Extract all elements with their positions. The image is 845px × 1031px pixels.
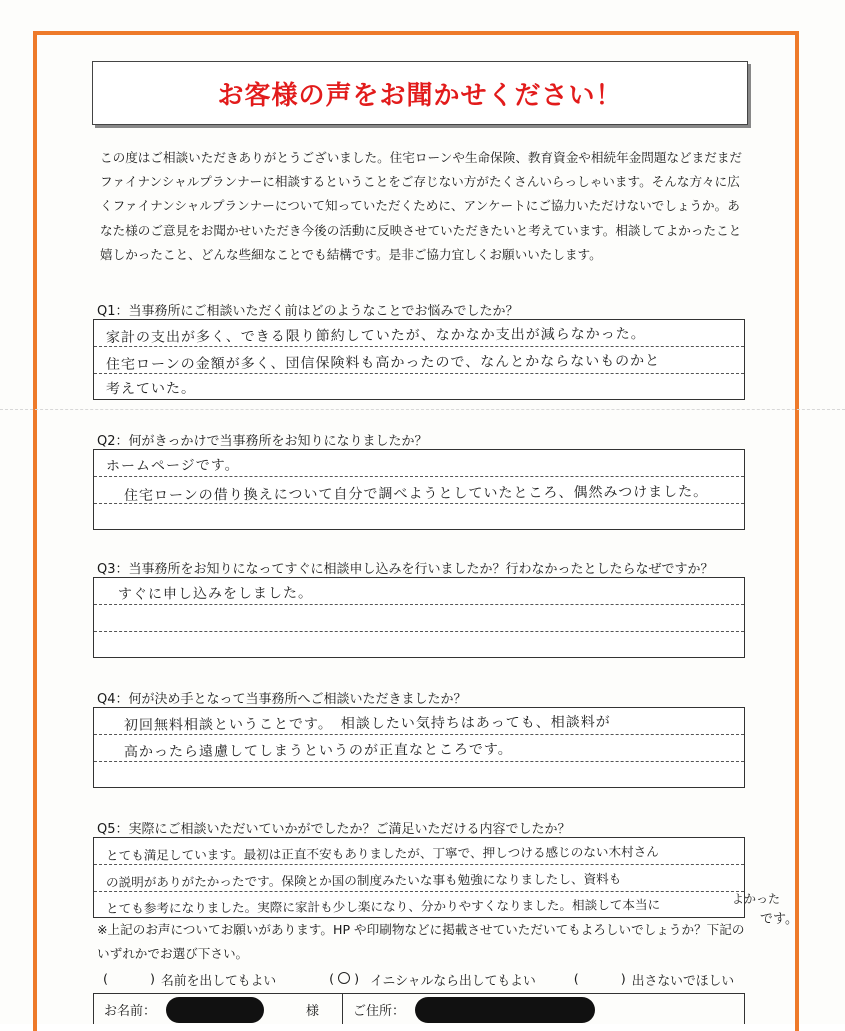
contact-form-row bbox=[93, 993, 745, 1024]
question-1-answer-line-3: 考えていた。 bbox=[105, 380, 197, 398]
publication-choices bbox=[103, 970, 743, 989]
question-5-answer-box[interactable] bbox=[93, 837, 745, 918]
question-2-answer-line-2: 住宅ローンの借り換えについて自分で調べようとしていたところ、偶然みつけました。 bbox=[123, 483, 709, 505]
question-2-answer-box[interactable] bbox=[93, 449, 745, 530]
question-3-answer-box[interactable] bbox=[93, 577, 745, 658]
choice-initials-ok[interactable]: ( ) イニシャルなら出してもよい bbox=[329, 972, 536, 989]
question-3-label: Q3：当事務所をお知りになってすぐに相談申し込みを行いましたか？行わなかったとしたらなぜですか？ bbox=[97, 562, 714, 577]
question-1-answer-box[interactable] bbox=[93, 319, 745, 400]
question-4-answer-box[interactable] bbox=[93, 707, 745, 788]
choice-no-publish[interactable]: ( ) 出さないでほしい bbox=[573, 972, 735, 989]
question-5-label: Q5：実際にご相談いただいていかがでしたか？ご満足いただける内容でしたか？ bbox=[97, 822, 571, 837]
redacted-address bbox=[415, 997, 595, 1023]
question-5-answer-line-3: とても参考になりました。実際に家計も少し楽になり、分かりやすくなりました。相談して本当に bbox=[105, 897, 661, 916]
page-title: お客様の声をお聞かせください！ bbox=[217, 80, 623, 111]
question-5-answer-line-2: の説明がありがたかったです。保険とか国の制度みたいな事も勉強になりましたし、資料も bbox=[105, 871, 622, 890]
fold-line bbox=[0, 409, 845, 410]
question-1-answer-line-2: 住宅ローンの金額が多く、団信保険料も高かったので、なんとかならないものかと bbox=[105, 353, 661, 373]
question-5-answer-line-1: とても満足しています。最初は正直不安もありましたが、丁寧で、押しつける感じのない木村さん bbox=[105, 844, 659, 863]
question-2-label: Q2：何がきっかけで当事務所をお知りになりましたか？ bbox=[97, 434, 428, 449]
choice-name-ok-label: 名前を出してもよい bbox=[161, 974, 277, 989]
question-1-label: Q1：当事務所にご相談いただく前はどのようなことでお悩みでしたか？ bbox=[97, 304, 519, 319]
selected-circle-icon bbox=[338, 972, 350, 984]
address-field[interactable] bbox=[343, 994, 744, 1024]
name-label: お名前： bbox=[104, 1003, 157, 1019]
question-4-label: Q4：何が決め手となって当事務所へご相談いただきましたか？ bbox=[97, 692, 467, 707]
choice-no-publish-label: 出さないでほしい bbox=[631, 974, 735, 989]
choice-name-ok[interactable]: ( ) 名前を出してもよい bbox=[103, 972, 277, 989]
choice-initials-ok-label: イニシャルなら出してもよい bbox=[370, 974, 536, 989]
question-3-answer-line-1: すぐに申し込みをしました。 bbox=[117, 585, 314, 603]
title-banner bbox=[92, 61, 748, 125]
address-label: ご住所： bbox=[353, 1003, 406, 1019]
redacted-name bbox=[166, 997, 264, 1023]
question-5-answer-tail-1: よかった bbox=[732, 892, 781, 906]
question-5-answer-tail-2: です。 bbox=[760, 912, 798, 927]
name-suffix: 様 bbox=[306, 1003, 320, 1019]
question-4-answer-line-2: 高かったら遠慮してしまうというのが正直なところです。 bbox=[123, 741, 513, 761]
question-1-answer-line-1: 家計の支出が多く、できる限り節約していたが、なかなか支出が減らなかった。 bbox=[105, 326, 646, 346]
name-field[interactable] bbox=[94, 994, 343, 1024]
intro-text: この度はご相談いただきありがとうございました。住宅ローンや生命保険、教育資金や相続年金問題などまだまだファイナンシャルプランナーに相談するということをご存じない方がたくさんいらっしゃいます。そんな方々に広くファイナンシャルプランナーについて知っていただくために、アンケートにご協力いただけないでしょうか。あなた様のご意見をお聞かせいただき今後の活動に反映させていただきたいと考えています。相談してよかったこと嬉しかったこと、どんな些細なことでも結構です。是非ご協力宜しくお願いいたします。 bbox=[100, 150, 743, 262]
question-2-answer-line-1: ホームページです。 bbox=[105, 457, 240, 475]
permission-note: ※上記のお声についてお願いがあります。HP や印刷物などに掲載させていただいてもよろしいでしょうか？下記のいずれかでお選び下さい。 bbox=[97, 922, 745, 961]
question-4-answer-line-1: 初回無料相談ということです。 相談したい気持ちはあっても、相談料が bbox=[123, 714, 611, 734]
